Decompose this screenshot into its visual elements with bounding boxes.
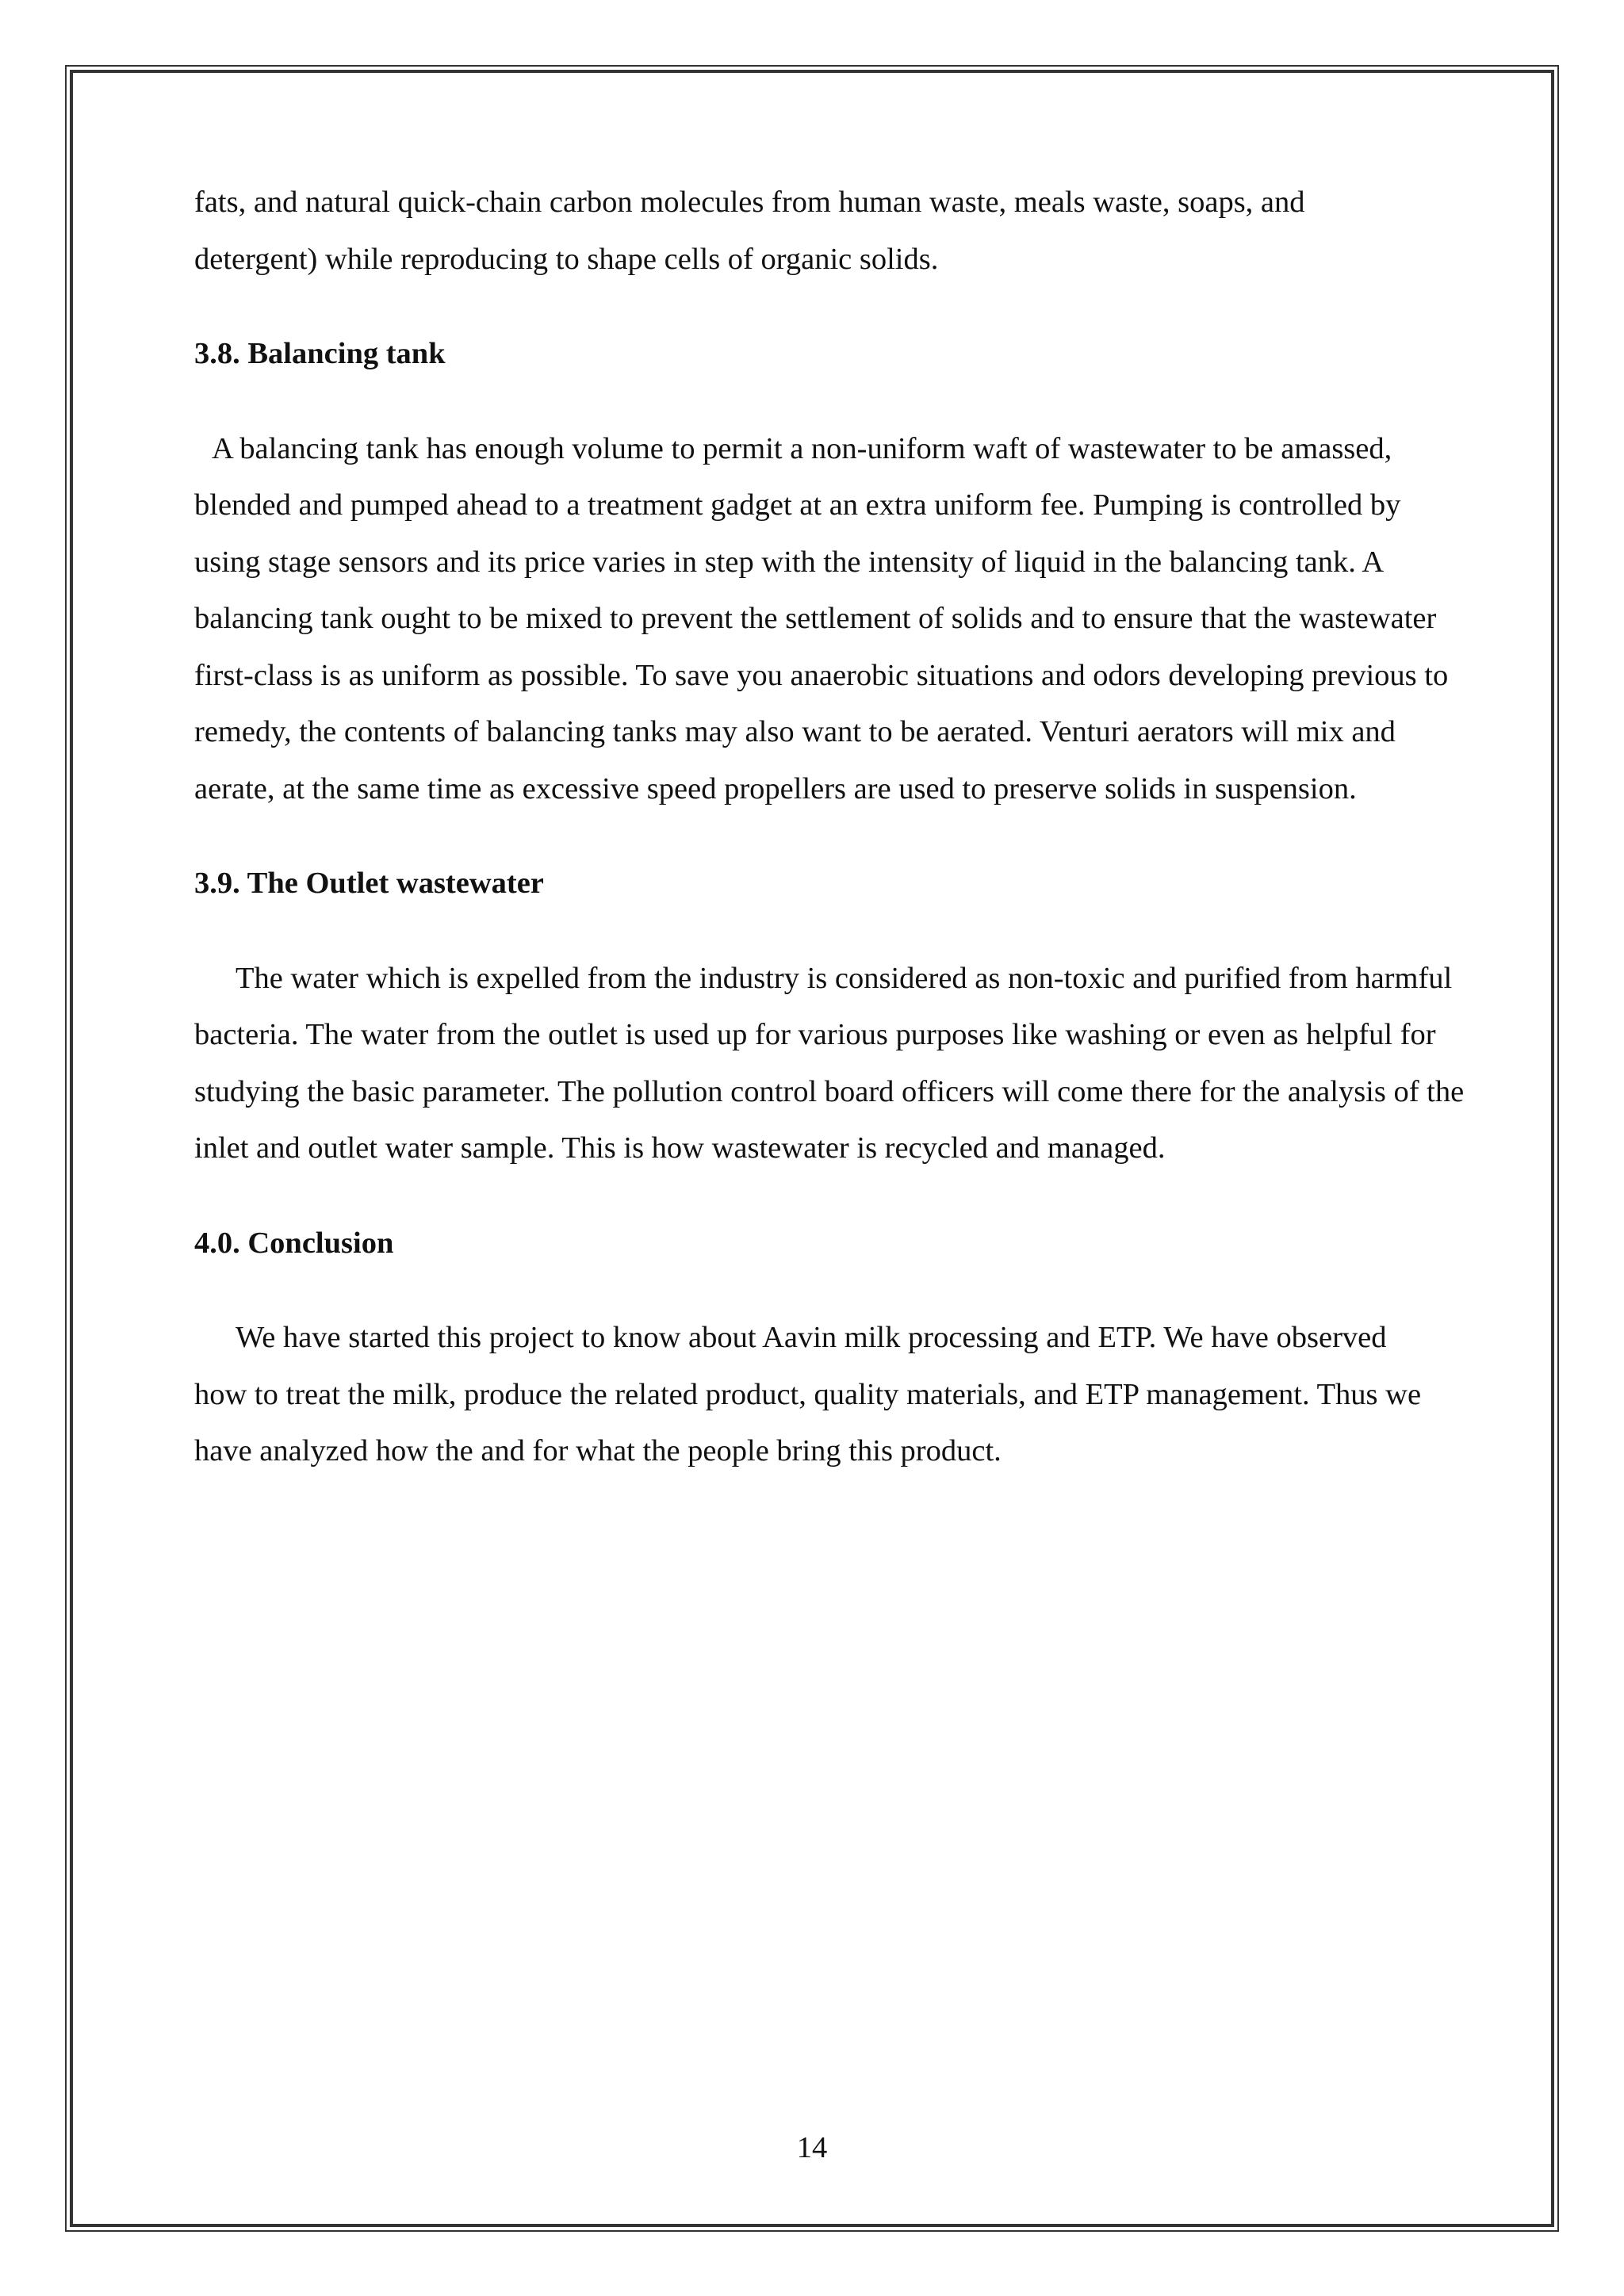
paragraph-outlet-wastewater: The water which is expelled from the industry is considered as non-toxic and purified from harmful bacteria. The water from the outlet is used up for various purposes like washing or even as helpful for studying the basic parameter. The pollution control board officers will come there for the analysis of the inlet and outlet water sample. This is how wastewater is recycled and managed. (194, 961, 1465, 1165)
page-number: 14 (796, 2131, 828, 2164)
heading-conclusion: 4.0. Conclusion (194, 1226, 394, 1260)
heading-outlet-wastewater: 3.9. The Outlet wastewater (194, 867, 544, 900)
paragraph-balancing-tank: A balancing tank has enough volume to permit a non-uniform waft of wastewater to be amassed, blended and pumped ahead to a treatment gadget at an extra uniform fee. Pumping is controlled by using stage sensors and its price varies in step with the intensity of liquid in the balancing tank. A balancing tank ought to be mixed to prevent the settlement of solids and to ensure that the wastewater first-class is as uniform as possible. To save you anaerobic situations and odors developing previous to remedy, the contents of balancing tanks may also want to be aerated. Venturi aerators will mix and aerate, at the same time as excessive speed propellers are used to preserve solids in suspension. (194, 431, 1449, 806)
heading-balancing-tank: 3.8. Balancing tank (194, 337, 446, 370)
paragraph-conclusion: We have started this project to know about Aavin milk processing and ETP. We have observed how to treat the milk, produce the related product, quality materials, and ETP management. Thus we have analyzed how the and for what the people bring this product. (194, 1321, 1422, 1468)
document-body (194, 174, 1463, 1480)
intro-paragraph: fats, and natural quick-chain carbon molecules from human waste, meals waste, soaps, and detergent) while reproducing to shape cells of organic solids. (194, 186, 1305, 276)
